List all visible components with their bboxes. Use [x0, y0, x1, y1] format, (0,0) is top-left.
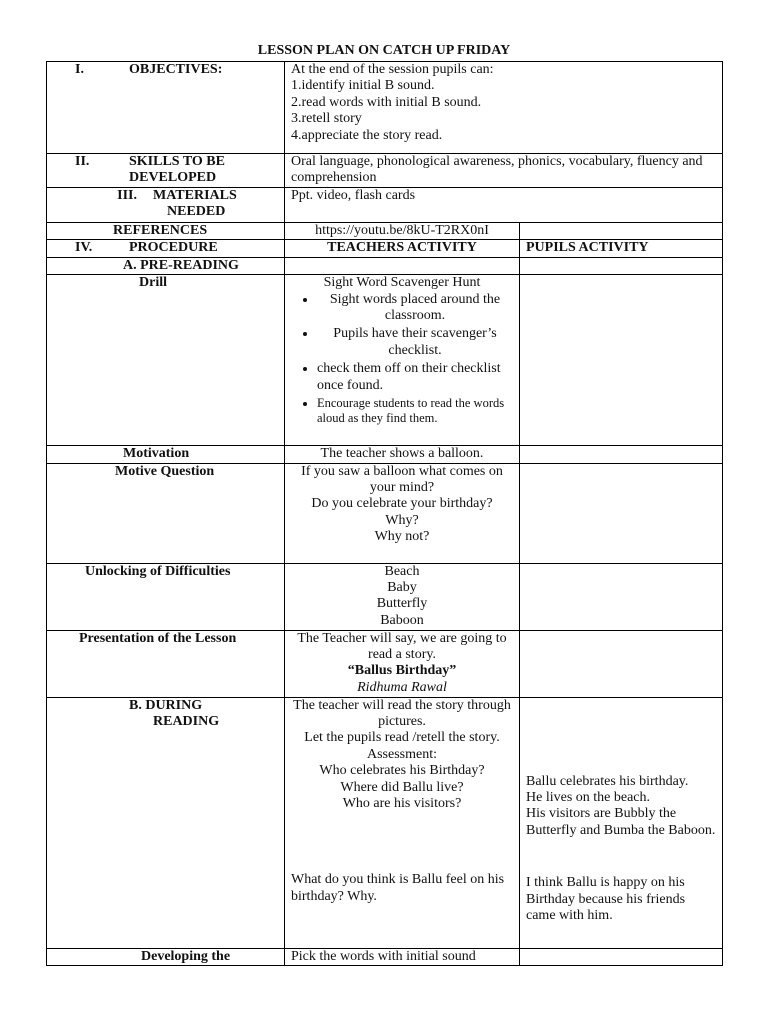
- objectives-row: [47, 62, 723, 154]
- skills-label-line1: SKILLS TO BE: [129, 154, 225, 169]
- page-title: LESSON PLAN ON CATCH UP FRIDAY: [257, 43, 511, 58]
- skills-label-cell: [47, 154, 285, 188]
- objective-item: 1.identify initial B sound.: [291, 78, 435, 94]
- drill-item: • Encourage students to read the words aloud as they find them.: [317, 396, 513, 426]
- presentation-label: Presentation of the Lesson: [47, 630, 285, 697]
- procedure-label-cell: [47, 240, 285, 257]
- materials-number: III.: [117, 188, 137, 203]
- pupil-answer: His visitors are Bubbly the Butterfly and Bumba the Baboon.: [526, 806, 716, 838]
- developing-text: Pick the words with initial sound: [285, 948, 520, 965]
- assessment-question: Who celebrates his Birthday?: [319, 763, 485, 779]
- unlocking-label: Unlocking of Difficulties: [47, 563, 285, 630]
- unlocking-pupil-cell: [520, 563, 723, 630]
- skills-label-line2: DEVELOPED: [129, 170, 217, 186]
- pre-reading-row: [47, 257, 723, 274]
- drill-item: • Sight words placed around the classroom.: [317, 292, 513, 325]
- assessment-question: What do you think is Ballu feel on his birthday? Why.: [291, 872, 505, 904]
- skills-content: Oral language, phonological awareness, phonics, vocabulary, fluency and comprehension: [285, 154, 723, 188]
- materials-label-line2: NEEDED: [167, 204, 226, 220]
- developing-pupil-cell: [520, 948, 723, 965]
- vocabulary-word: Baby: [387, 580, 417, 596]
- drill-title: Sight Word Scavenger Hunt: [323, 275, 481, 291]
- procedure-number: IV.: [75, 240, 93, 256]
- drill-item: • check them off on their checklist once found.: [317, 361, 513, 394]
- drill-label: Drill: [47, 275, 285, 446]
- references-row: [47, 223, 723, 240]
- motive-question-content: [285, 463, 520, 563]
- during-reading-label-line1: B. DURING: [129, 697, 203, 713]
- teacher-line: The teacher will read the story through pictures.: [293, 697, 511, 730]
- presentation-row: [47, 630, 723, 697]
- drill-teacher-cell: [285, 275, 520, 446]
- skills-number: II.: [75, 154, 90, 169]
- materials-row: [47, 188, 723, 223]
- assessment-question: Where did Ballu live?: [340, 779, 464, 795]
- materials-content: Ppt. video, flash cards: [285, 188, 723, 223]
- teacher-line: Let the pupils read /retell the story.: [304, 730, 500, 746]
- vocabulary-word: Butterfly: [376, 596, 428, 612]
- presentation-pupil-cell: [520, 630, 723, 697]
- pupil-answer: I think Ballu is happy on his Birthday because his friends came with him.: [526, 875, 686, 924]
- pupil-answer: Ballu celebrates his birthday.: [526, 773, 689, 789]
- story-author: Ridhuma Rawal: [357, 679, 447, 695]
- motivation-row: [47, 446, 723, 463]
- assessment-label: Assessment:: [367, 746, 437, 762]
- references-url[interactable]: https://youtu.be/8kU-T2RX0nI: [285, 223, 520, 240]
- unlocking-words: [285, 563, 520, 630]
- motive-question-line: Why not?: [374, 529, 430, 545]
- objectives-content: [285, 62, 723, 154]
- developing-label: Developing the: [47, 948, 285, 965]
- objective-item: 3.retell story: [291, 111, 362, 127]
- drill-list: [291, 292, 513, 426]
- during-reading-label-line2: READING: [153, 714, 220, 730]
- drill-item: • Pupils have their scavenger’s checklist.: [317, 326, 513, 359]
- drill-row: [47, 275, 723, 446]
- motivation-label: Motivation: [47, 446, 285, 463]
- presentation-line: The Teacher will say, we are going to read a story.: [297, 630, 507, 663]
- during-reading-teacher-cell: [285, 697, 520, 948]
- teachers-activity-header: TEACHERS ACTIVITY: [285, 240, 520, 257]
- procedure-label: PROCEDURE: [129, 240, 218, 256]
- during-reading-row: [47, 697, 723, 948]
- objectives-label: OBJECTIVES:: [129, 62, 223, 77]
- vocabulary-word: Beach: [384, 563, 420, 579]
- unlocking-row: [47, 563, 723, 630]
- motive-question-line: If you saw a balloon what comes on your mind?: [301, 463, 503, 496]
- motive-question-row: [47, 463, 723, 563]
- motive-question-label: Motive Question: [47, 463, 285, 563]
- pre-reading-teacher-cell: [285, 257, 520, 274]
- during-reading-pupil-cell: [520, 697, 723, 948]
- pupil-answer: He lives on the beach.: [526, 790, 651, 806]
- objectives-number: I.: [75, 62, 84, 77]
- procedure-header-row: [47, 240, 723, 257]
- developing-row: [47, 948, 723, 965]
- motive-question-line: Why?: [385, 512, 419, 528]
- references-empty-cell: [520, 223, 723, 240]
- motivation-pupil-cell: [520, 446, 723, 463]
- materials-label-line1: MATERIALS: [153, 188, 237, 203]
- motive-question-pupil-cell: [520, 463, 723, 563]
- pupils-activity-header: PUPILS ACTIVITY: [520, 240, 723, 257]
- objective-item: 2.read words with initial B sound.: [291, 94, 482, 110]
- objective-item: 4.appreciate the story read.: [291, 127, 443, 143]
- pre-reading-label: A. PRE-READING: [47, 257, 285, 274]
- objectives-intro: At the end of the session pupils can:: [291, 62, 494, 77]
- objectives-label-cell: [47, 62, 285, 154]
- story-title: “Ballus Birthday”: [347, 663, 457, 679]
- motive-question-line: Do you celebrate your birthday?: [311, 496, 493, 512]
- skills-row: [47, 154, 723, 188]
- assessment-question: Who are his visitors?: [342, 796, 462, 812]
- references-label: REFERENCES: [47, 223, 285, 240]
- during-reading-label-cell: [47, 697, 285, 948]
- vocabulary-word: Baboon: [380, 612, 424, 628]
- drill-pupil-cell: [520, 275, 723, 446]
- presentation-content: [285, 630, 520, 697]
- lesson-plan-table: [46, 61, 723, 966]
- materials-label-cell: [47, 188, 285, 223]
- motivation-text: The teacher shows a balloon.: [285, 446, 520, 463]
- pre-reading-pupil-cell: [520, 257, 723, 274]
